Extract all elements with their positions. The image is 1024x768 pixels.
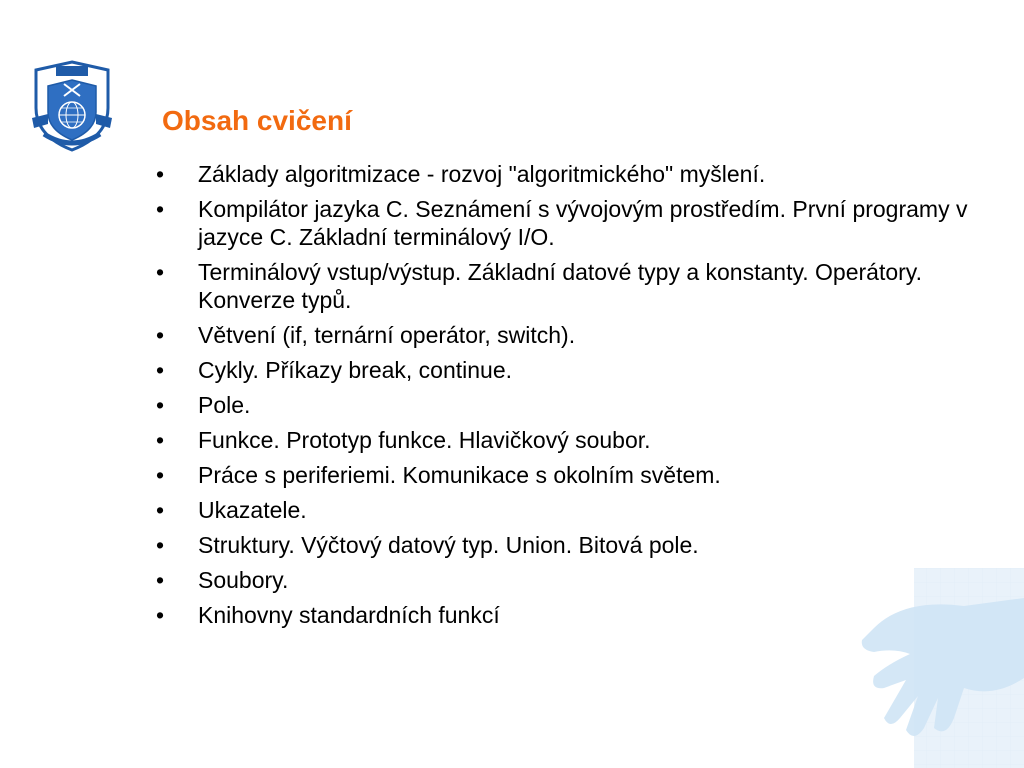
list-item — [156, 461, 996, 489]
university-crest-icon — [30, 60, 114, 152]
list-item-text: Soubory. — [198, 567, 289, 593]
bullet-marker: • — [156, 161, 165, 187]
list-item — [156, 426, 996, 454]
bullet-marker: • — [156, 532, 165, 558]
bullet-marker: • — [156, 567, 165, 593]
bullet-list — [156, 160, 996, 636]
list-item-text: Kompilátor jazyka C. Seznámení s vývojovým prostředím. První programy v jazyce C. Základní terminálový I/O. — [198, 196, 968, 250]
list-item-text: Struktury. Výčtový datový typ. Union. Bitová pole. — [198, 532, 699, 558]
list-item — [156, 160, 996, 188]
list-item-text: Pole. — [198, 392, 251, 418]
list-item-text: Větvení (if, ternární operátor, switch). — [198, 322, 576, 348]
list-item-text: Funkce. Prototyp funkce. Hlavičkový soubor. — [198, 427, 651, 453]
list-item-text: Ukazatele. — [198, 497, 307, 523]
list-item — [156, 531, 996, 559]
list-item — [156, 321, 996, 349]
list-item — [156, 496, 996, 524]
bullet-marker: • — [156, 196, 165, 222]
list-item — [156, 391, 996, 419]
list-item-text: Cykly. Příkazy break, continue. — [198, 357, 513, 383]
bullet-marker: • — [156, 427, 165, 453]
bullet-marker: • — [156, 322, 165, 348]
bullet-marker: • — [156, 497, 165, 523]
list-item-text: Terminálový vstup/výstup. Základní datové typy a konstanty. Operátory. Konverze typů. — [198, 259, 922, 313]
list-item — [156, 356, 996, 384]
list-item-text: Knihovny standardních funkcí — [198, 602, 500, 628]
list-item — [156, 258, 996, 314]
bullet-marker: • — [156, 602, 165, 628]
bullet-marker: • — [156, 392, 165, 418]
bullet-marker: • — [156, 462, 165, 488]
bullet-marker: • — [156, 259, 165, 285]
list-item — [156, 195, 996, 251]
bullet-marker: • — [156, 357, 165, 383]
list-item-text: Základy algoritmizace - rozvoj "algoritmického" myšlení. — [198, 161, 766, 187]
slide-title: Obsah cvičení — [162, 105, 352, 136]
list-item-text: Práce s periferiemi. Komunikace s okolním světem. — [198, 462, 721, 488]
hand-watermark-icon — [814, 568, 1024, 768]
